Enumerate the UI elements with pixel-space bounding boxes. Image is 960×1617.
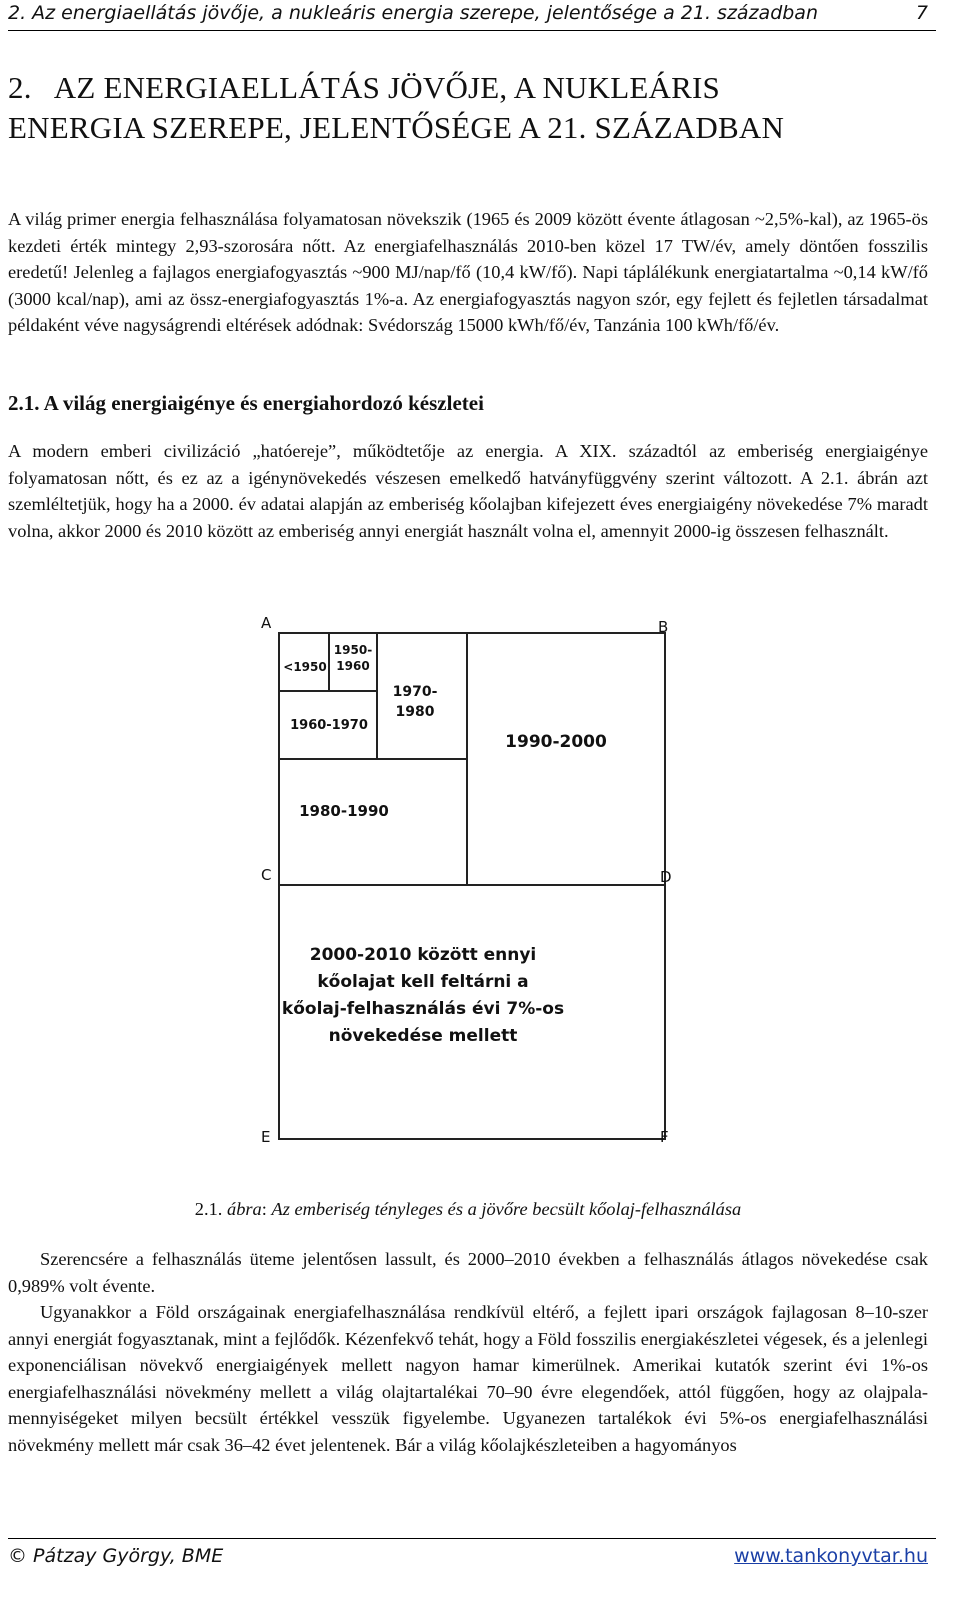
label-1980-1990: 1980-1990 — [299, 802, 389, 820]
chapter-title — [8, 68, 928, 148]
footer-author: © Pátzay György, BME — [8, 1545, 224, 1567]
chapter-title-line-1: 2. AZ ENERGIAELLÁTÁS JÖVŐJE, A NUKLEÁRIS — [8, 70, 720, 105]
label-1970-1980: 1970- 1980 — [392, 684, 438, 720]
section-title: 2.1. A világ energiaigénye és energiahordozó készletei — [8, 391, 484, 415]
intro-paragraph: A világ primer energia felhasználása folyamatosan növekszik (1965 és 2009 között évente átlagosan ~2,5%-kal), az 1965-ös kezdeti érték mintegy 2,93-szorosára nőtt. Az energiafelhasználás 2010-ben közel 17 TW/év, amely döntően fosszilis eredetű! Jelenleg a fajlagos energiafogyasztás ~900 MJ/nap/fő (10,4 kW/fő). Napi táplálékunk energiatartalma ~0,14 kW/fő (3000 kcal/nap), ami az össz-energiafogyasztás 1%-a. Az energiafogyasztás nagyon szór, egy fejlett és fejletlen társadalmat példaként véve nagyságrendi eltérések adódnak: Svédország 15000 kWh/fő/év, Tanzánia 100 kWh/fő/év. — [8, 209, 928, 335]
label-1960-1970: 1960-1970 — [290, 718, 368, 733]
running-header — [8, 0, 936, 31]
corner-label-d: D — [660, 868, 672, 886]
label-1950-1960: 1950- 1960 — [333, 643, 373, 673]
footer-website-link[interactable]: www.tankonyvtar.hu — [734, 1545, 928, 1567]
corner-label-b: B — [658, 618, 669, 636]
caption-number: 2.1. — [194, 1199, 223, 1219]
label-before-1950: <1950 — [283, 660, 327, 674]
caption-title: Az emberiség tényleges és a jövőre becsült kőolaj-felhasználása — [271, 1199, 742, 1219]
running-header-title: 2. Az energiaellátás jövője, a nukleáris energia szerepe, jelentősége a 21. században — [8, 2, 818, 24]
after-figure-paragraph-1: Szerencsére a felhasználás üteme jelentősen lassult, és 2000–2010 években a felhasználás átlagos növekedése csak 0,989% volt évente. — [8, 1249, 928, 1296]
page-number: 7 — [915, 2, 928, 24]
caption-word: ábra — [227, 1199, 262, 1219]
figure-oil-consumption-squares — [248, 604, 688, 1152]
figure-caption: 2.1. ábra: Az emberiség tényleges és a jövőre becsült kőolaj-felhasználása — [194, 1199, 742, 1219]
section-paragraph: A modern emberi civilizáció „hatóereje”, működtetője az energia. A XIX. századtól az emberiség energiaigénye folyamatosan nőtt, és ez az a igénynövekedés vészesen emelkedő hatványfüggvény szerint változott. A 2.1. ábrán azt szemléltetjük, hogy ha a 2000. év adatai alapján az emberiség kőolajban kifejezett éves energiaigény növekedése 7% maradt volna, akkor 2000 és 2010 között az emberiség annyi energiát használt volna el, amennyit 2000-ig összesen felhasznált. — [8, 441, 928, 541]
page-footer — [8, 1538, 936, 1579]
label-2000-2010: 2000-2010 között ennyi kőolajat kell feltárni a kőolaj-felhasználás évi 7%-os növekedése mellett — [281, 945, 565, 1046]
corner-label-c: C — [261, 866, 272, 884]
corner-label-e: E — [261, 1128, 271, 1146]
after-figure-paragraph-2: Ugyanakkor a Föld országainak energiafelhasználása rendkívül eltérő, a fejlett ipari országok fajlagosan 8–10-szer annyi energiát fogyasztanak, mint a fejlődők. Kézenfekvő tehát, hogy a Föld fosszilis energiakészletei végesek, és a jelenlegi exponenciálisan növekvő energiaigények mellett nagyon hamar kimerülnek. Amerikai kutatók szerint évi 1%-os energiafelhasználási növekmény mellett a világ olajtartalékai 70–90 évre elegendőek, attól függően, hogy az olajpala-mennyiségeket milyen becsült értékkel vesszük figyelembe. Ugyanezen tartalékok évi 5%-os energiafelhasználási növekmény mellett már csak 36–42 évet jelentenek. Bár a világ kőolajkészleteiben a hagyományos — [8, 1302, 928, 1455]
corner-label-a: A — [261, 614, 272, 632]
chapter-title-line-2: ENERGIA SZEREPE, JELENTŐSÉGE A 21. SZÁZADBAN — [8, 110, 785, 145]
label-1990-2000: 1990-2000 — [505, 732, 607, 752]
corner-label-f: F — [660, 1128, 669, 1146]
